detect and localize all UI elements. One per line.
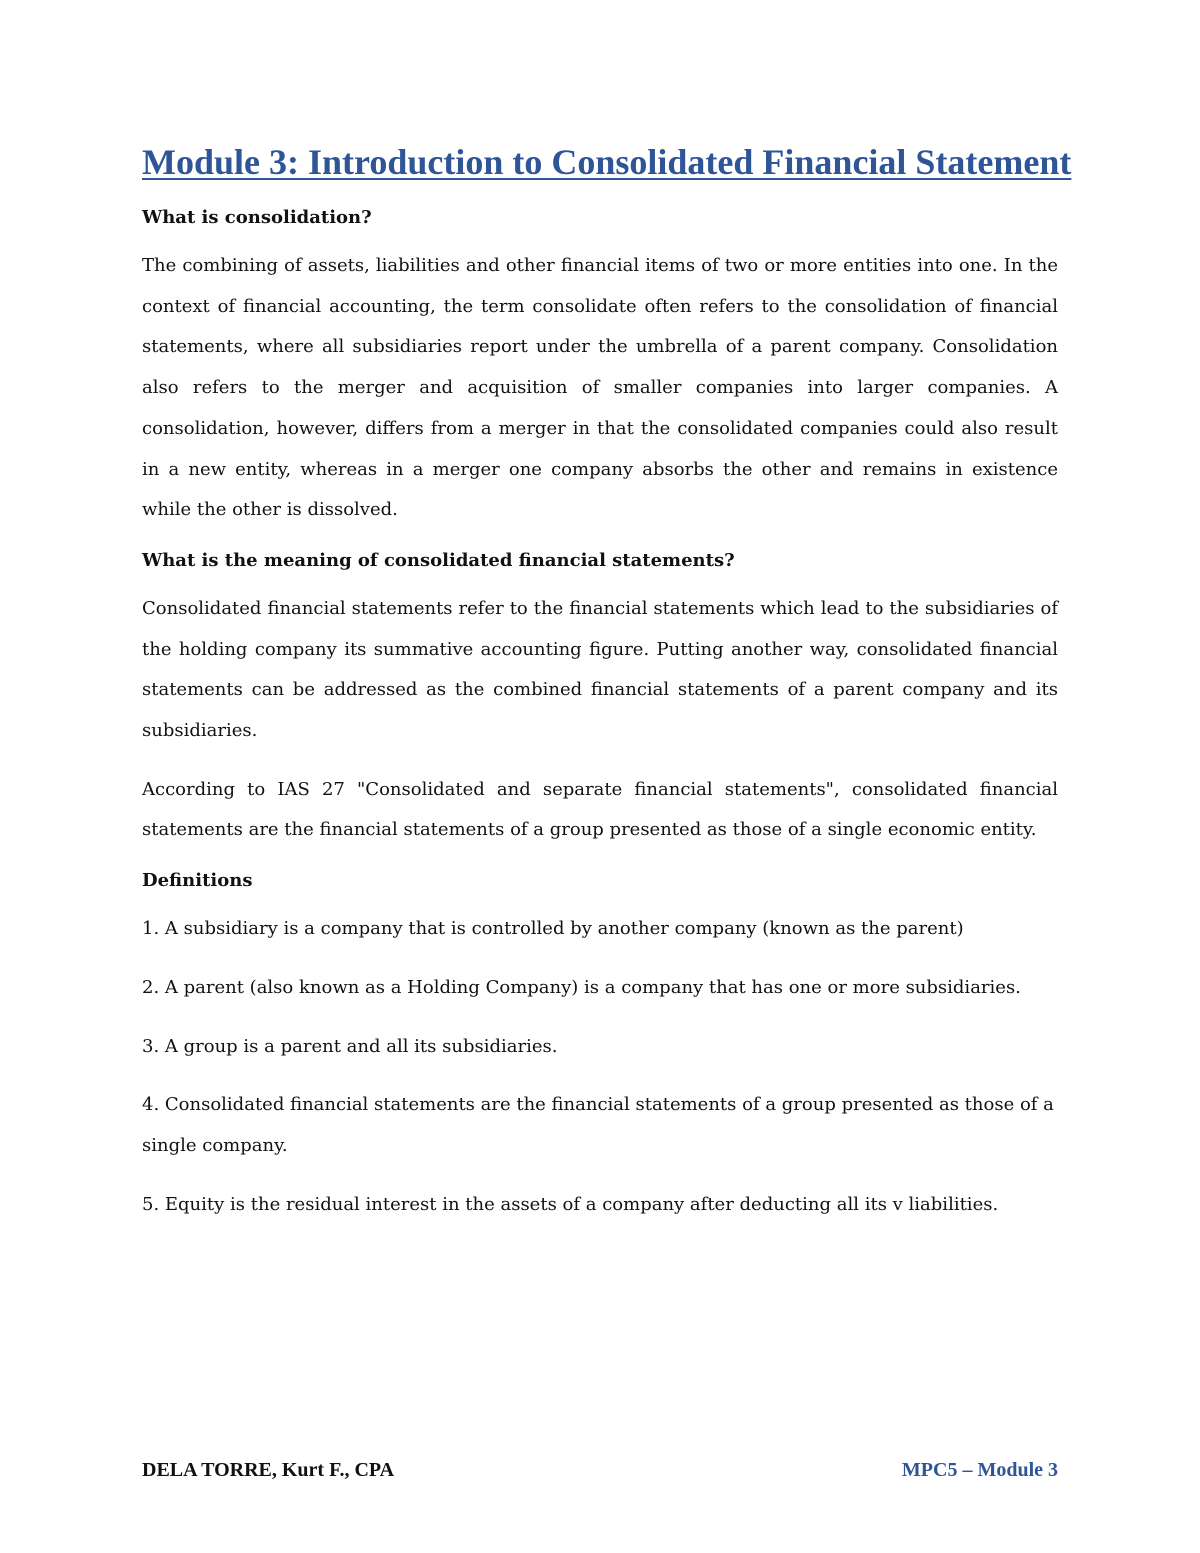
footer-author: DELA TORRE, Kurt F., CPA	[142, 1459, 395, 1481]
definition-item: 1. A subsidiary is a company that is controlled by another company (known as the parent)	[142, 918, 964, 940]
definition-item: 4. Consolidated financial statements are the financial statements of a group presented as those of a single company.	[142, 1094, 1054, 1156]
paragraph-ias27: According to IAS 27 "Consolidated and separate financial statements", consolidated financial statements are the financial statements of a group presented as those of a single economic entity.	[142, 778, 1058, 841]
paragraph-consolidation: The combining of assets, liabilities and other financial items of two or more entities into one. In the context of financial accounting, the term consolidate often refers to the consolidation of financial statements, where all subsidiaries report under the umbrella of a parent company. Consolidation also refers to the merger and acquisition of smaller companies into larger companies. A consolidation, however, differs from a merger in that the consolidated companies could also result in a new entity, whereas in a merger one company absorbs the other and remains in existence while the other is dissolved.	[142, 255, 1058, 521]
section-heading-consolidation: What is consolidation?	[142, 207, 372, 228]
page-title: Module 3: Introduction to Consolidated Financial Statement	[142, 142, 1072, 182]
document-body	[142, 140, 1072, 1243]
footer-module: MPC5 – Module 3	[901, 1459, 1058, 1481]
definition-item: 5. Equity is the residual interest in the assets of a company after deducting all its v liabilities.	[142, 1193, 999, 1215]
section-heading-definitions: Definitions	[142, 870, 253, 892]
paragraph-meaning: Consolidated financial statements refer to the financial statements which lead to the subsidiaries of the holding company its summative accounting figure. Putting another way, consolidated financial statements can be addressed as the combined financial statements of a parent company and its subsidiaries.	[142, 597, 1058, 742]
section-heading-meaning: What is the meaning of consolidated financial statements?	[142, 549, 735, 571]
definition-item: 3. A group is a parent and all its subsidiaries.	[142, 1035, 558, 1057]
definition-item: 2. A parent (also known as a Holding Company) is a company that has one or more subsidiaries.	[142, 976, 1021, 998]
